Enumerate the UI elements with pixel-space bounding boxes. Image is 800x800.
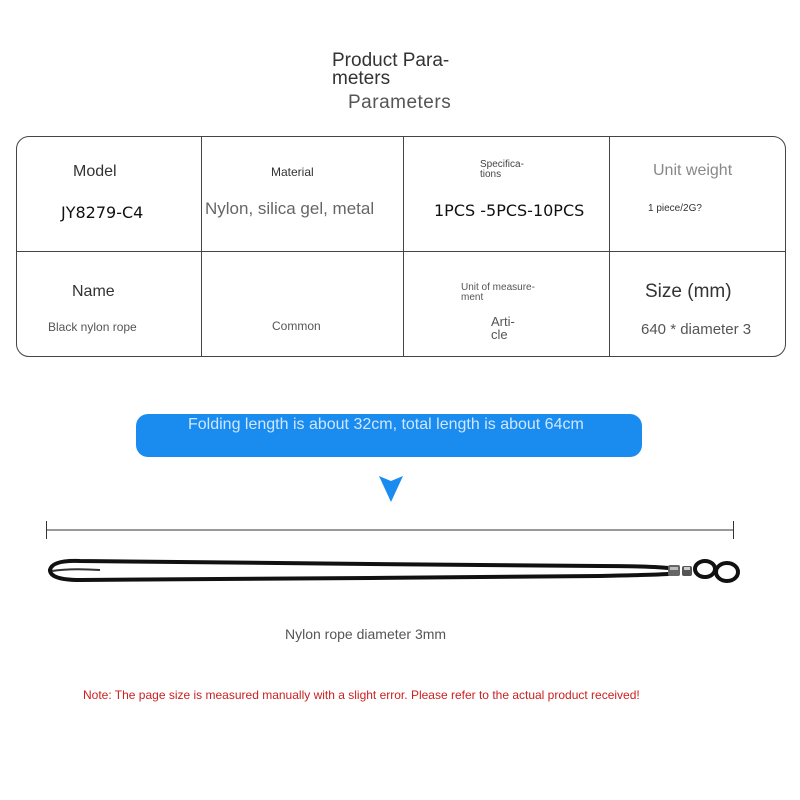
table-divider bbox=[403, 137, 404, 356]
unit-value-line1: Arti- bbox=[491, 314, 515, 329]
disclaimer-note: Note: The page size is measured manually with a slight error. Please refer to the actual product received! bbox=[83, 688, 640, 702]
unit-label-line1: Unit of measure- bbox=[461, 282, 535, 293]
common-value: Common bbox=[272, 319, 321, 333]
specifications-label-line2: tions bbox=[480, 169, 502, 180]
size-label: Size (mm) bbox=[645, 281, 732, 302]
material-label: Material bbox=[271, 165, 314, 179]
specifications-value: 1PCS -5PCS-10PCS bbox=[434, 201, 585, 220]
table-divider bbox=[201, 137, 202, 356]
parameters-table bbox=[16, 136, 786, 357]
unit-of-measurement-label bbox=[461, 283, 535, 303]
unit-weight-value: 1 piece/2G? bbox=[648, 203, 702, 214]
unit-value-line2: cle bbox=[491, 327, 508, 342]
page-title-line2: meters bbox=[332, 68, 391, 89]
name-label: Name bbox=[72, 283, 115, 300]
page-title-line1: Product Para- bbox=[332, 50, 450, 71]
length-banner bbox=[136, 414, 642, 457]
model-label: Model bbox=[73, 163, 117, 180]
unit-weight-label: Unit weight bbox=[653, 162, 733, 179]
nylon-rope-image bbox=[40, 552, 746, 592]
specifications-label-line1: Specifica- bbox=[480, 159, 524, 170]
table-divider bbox=[17, 251, 785, 252]
rope-caption: Nylon rope diameter 3mm bbox=[285, 626, 447, 642]
length-measure-line bbox=[46, 521, 734, 539]
page-subtitle: Parameters bbox=[348, 92, 452, 113]
model-value: JY8279-C4 bbox=[61, 203, 144, 222]
specifications-label bbox=[480, 160, 524, 180]
table-divider bbox=[609, 137, 610, 356]
size-value: 640 * diameter 3 bbox=[641, 321, 752, 338]
length-banner-text: Folding length is about 32cm, total length is about 64cm bbox=[188, 416, 584, 433]
page-title bbox=[332, 52, 472, 88]
down-arrow-icon bbox=[379, 476, 403, 502]
unit-label-line2: ment bbox=[461, 292, 484, 303]
name-value: Black nylon rope bbox=[48, 320, 137, 334]
unit-of-measurement-value bbox=[491, 315, 515, 341]
material-value: Nylon, silica gel, metal bbox=[205, 199, 375, 218]
